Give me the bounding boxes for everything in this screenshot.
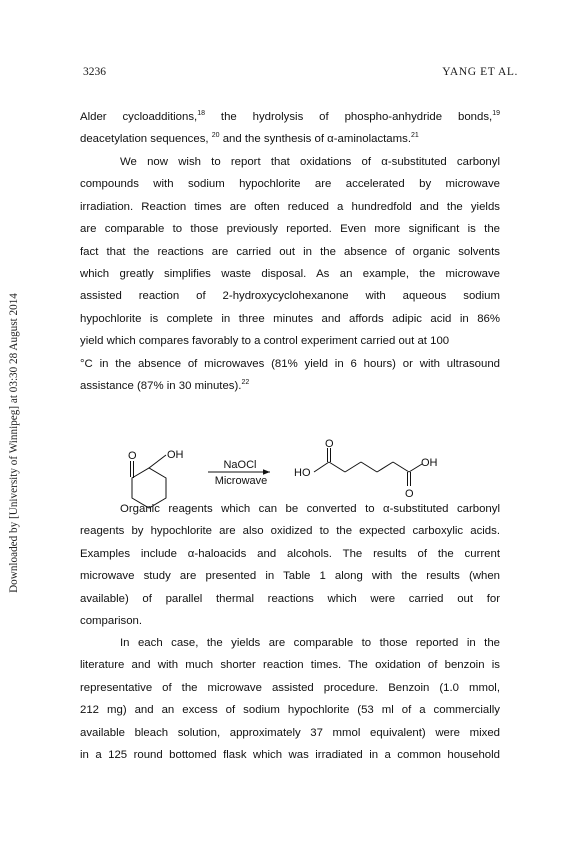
text-line: 212 mg) and an excess of sodium hypochlorite (53 ml of a commercially xyxy=(80,704,500,717)
page-number: 3236 xyxy=(83,66,106,78)
text-line: Examples include α-haloacids and alcohols. The results of the current xyxy=(80,547,500,560)
text-line: which greatly simplifies waste disposal. As an example, the microwave xyxy=(80,268,500,281)
text-line: Organic reagents which can be converted to α-substituted carbonyl xyxy=(120,503,500,515)
text-run: deacetylation sequences, xyxy=(80,133,209,146)
paragraph-organic-reagents xyxy=(80,498,500,632)
text-line: In each case, the yields are comparable to those reported in the xyxy=(120,637,500,649)
bond xyxy=(345,462,361,472)
product-bottom-oxygen-label: O xyxy=(405,488,414,500)
product-structure xyxy=(314,448,422,486)
text-run: assistance (87% in 30 minutes). xyxy=(80,380,242,393)
bond xyxy=(377,462,393,472)
bond xyxy=(361,462,377,472)
reference-marker: 18 xyxy=(197,110,205,117)
text-line: yield which compares favorably to a control experiment carried out at 100 xyxy=(80,335,450,348)
reference-marker: 19 xyxy=(492,110,500,117)
reference-marker: 20 xyxy=(211,132,220,140)
text-line: We now wish to report that oxidations of α-substituted carbonyl xyxy=(120,156,500,168)
reactant-oxygen-label: O xyxy=(128,450,137,462)
paragraph-intro-continuation xyxy=(80,106,500,151)
text-line xyxy=(80,106,500,128)
download-watermark-text: Downloaded by [University of Winnipeg] at 03:30 28 August 2014 xyxy=(8,293,20,593)
text-run: the hydrolysis of phospho-anhydride bonds, xyxy=(205,111,493,123)
hydroxyl-bond xyxy=(149,455,166,468)
text-line xyxy=(80,375,500,397)
product-oh-label: OH xyxy=(421,457,438,469)
text-line: comparison. xyxy=(80,615,143,628)
text-line: representative of the microwave assisted procedure. Benzoin (1.0 mmol, xyxy=(80,681,500,694)
text-line: assisted reaction of 2-hydroxycyclohexanone with aqueous sodium xyxy=(80,290,500,303)
text-line: are comparable to those previously reported. Even more significant is the xyxy=(80,223,500,236)
text-line: in a 125 round bottomed flask which was irradiated in a common household xyxy=(80,749,500,762)
text-line: microwave study are presented in Table 1 along with the results (when xyxy=(80,570,500,583)
bond xyxy=(393,462,409,472)
product-ho-label: HO xyxy=(294,467,311,479)
text-line: reagents by hypochlorite are also oxidized to the expected carboxylic acids. xyxy=(80,525,500,538)
reaction-arrowhead xyxy=(263,469,270,475)
text-line: fact that the reactions are carried out in the absence of organic solvents xyxy=(80,245,500,258)
text-line: hypochlorite is complete in three minutes and affords adipic acid in 86% xyxy=(80,312,500,325)
reference-marker: 22 xyxy=(241,379,250,387)
reagent-label: NaOCl xyxy=(223,459,257,471)
product-top-oxygen-label: O xyxy=(325,438,334,450)
text-line: literature and with much shorter reaction times. The oxidation of benzoin is xyxy=(80,659,500,672)
reactant-hydroxyl-label: OH xyxy=(167,449,184,461)
text-line: irradiation. Reaction times are often reduced a hundredfold and the yields xyxy=(80,200,500,213)
text-line: compounds with sodium hypochlorite are accelerated by microwave xyxy=(80,178,500,191)
running-head: YANG ET AL. xyxy=(442,66,518,78)
text-line: available bleach solution, approximately 37 mmol equivalent) were mixed xyxy=(80,726,500,739)
bond xyxy=(314,462,329,472)
reference-marker: 21 xyxy=(411,132,419,140)
text-line: °C in the absence of microwaves (81% yield in 6 hours) or with ultrasound xyxy=(80,357,500,370)
text-line: available) of parallel thermal reactions which were carried out for xyxy=(80,592,500,605)
text-run: and the synthesis of α-aminolactams. xyxy=(222,133,411,146)
text-line xyxy=(80,128,500,150)
bond xyxy=(329,462,345,472)
paragraph-microwave-oxidation xyxy=(80,151,500,397)
condition-label: Microwave xyxy=(214,475,268,487)
download-watermark xyxy=(4,252,24,634)
paragraph-benzoin-procedure xyxy=(80,632,500,766)
text-run: Alder cycloadditions, xyxy=(80,111,198,123)
